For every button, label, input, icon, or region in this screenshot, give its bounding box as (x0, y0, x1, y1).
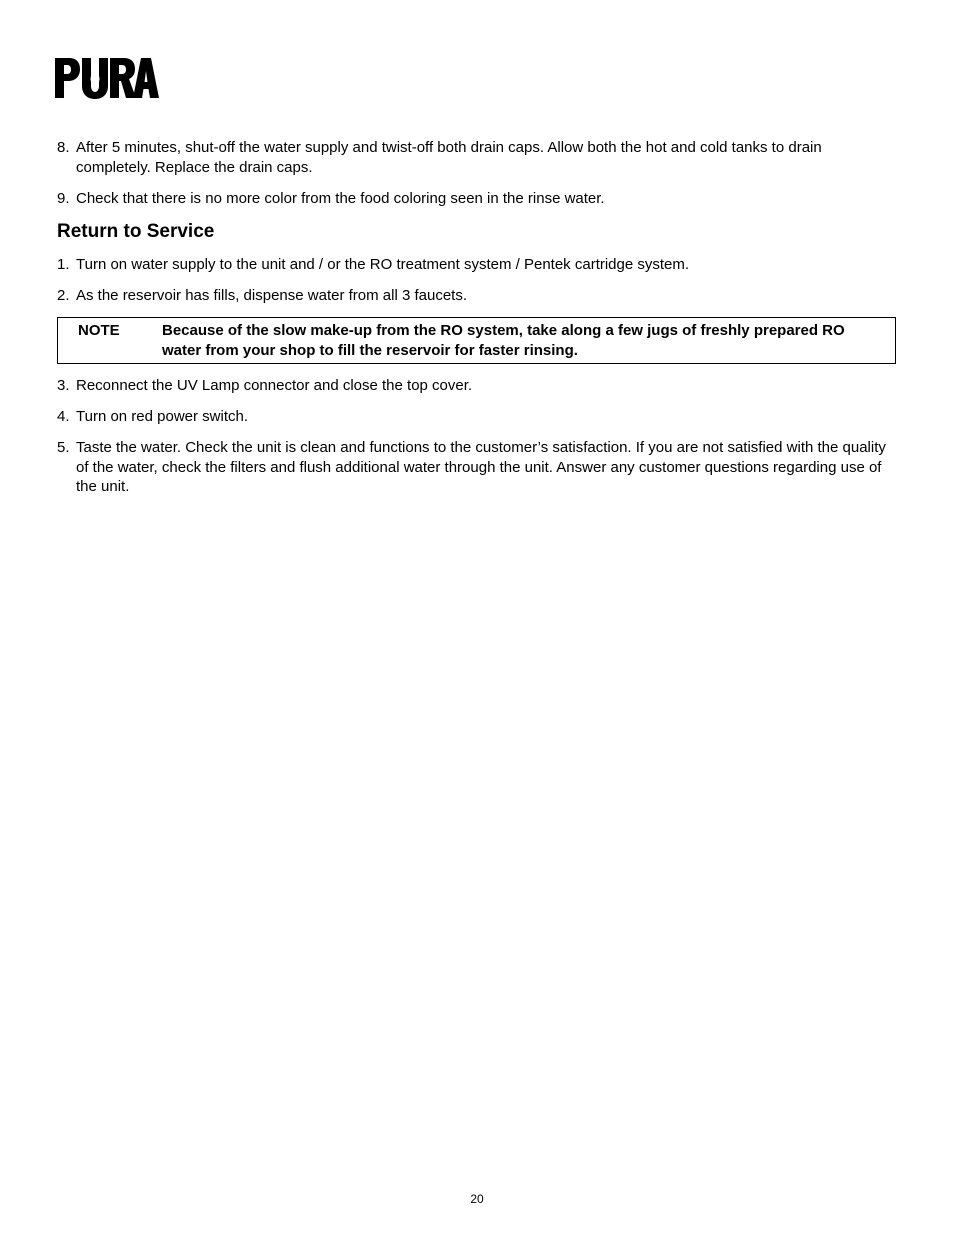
step-number: 4. (57, 408, 70, 425)
note-label: NOTE (78, 322, 120, 339)
step-text: Turn on water supply to the unit and / or the RO treatment system / Pentek cartridge system. (76, 256, 690, 273)
note-text: Because of the slow make-up from the RO system, take along a few jugs of freshly prepared RO water from your shop to fill the reservoir for faster rinsing. (162, 322, 845, 359)
step-number: 8. (57, 139, 70, 156)
step-text: Check that there is no more color from the food coloring seen in the rinse water. (76, 190, 605, 207)
list-item (57, 189, 897, 209)
list-item (57, 255, 897, 275)
step-text: Taste the water. Check the unit is clean and functions to the customer’s satisfaction. If you are not satisfied with the quality of the water, check the filters and flush additional water through the unit. Answer any customer questions regarding use of the unit. (76, 439, 886, 495)
page-number: 20 (470, 1192, 484, 1206)
step-text: After 5 minutes, shut-off the water supply and twist-off both drain caps. Allow both the hot and cold tanks to drain completely. Replace the drain caps. (76, 139, 822, 176)
pura-logo-mark (55, 56, 159, 100)
step-number: 2. (57, 287, 70, 304)
step-number: 5. (57, 439, 70, 456)
step-number: 1. (57, 256, 70, 273)
list-item (57, 438, 897, 497)
step-number: 3. (57, 377, 70, 394)
step-text: Reconnect the UV Lamp connector and close the top cover. (76, 377, 473, 394)
list-item (57, 138, 897, 177)
list-item (57, 286, 897, 306)
pura-logo (55, 56, 159, 100)
note-box (57, 317, 896, 364)
section-heading: Return to Service (57, 221, 215, 242)
step-text: As the reservoir has fills, dispense water from all 3 faucets. (76, 287, 467, 304)
step-number: 9. (57, 190, 70, 207)
list-item (57, 376, 897, 396)
step-text: Turn on red power switch. (76, 408, 249, 425)
list-item (57, 407, 897, 427)
